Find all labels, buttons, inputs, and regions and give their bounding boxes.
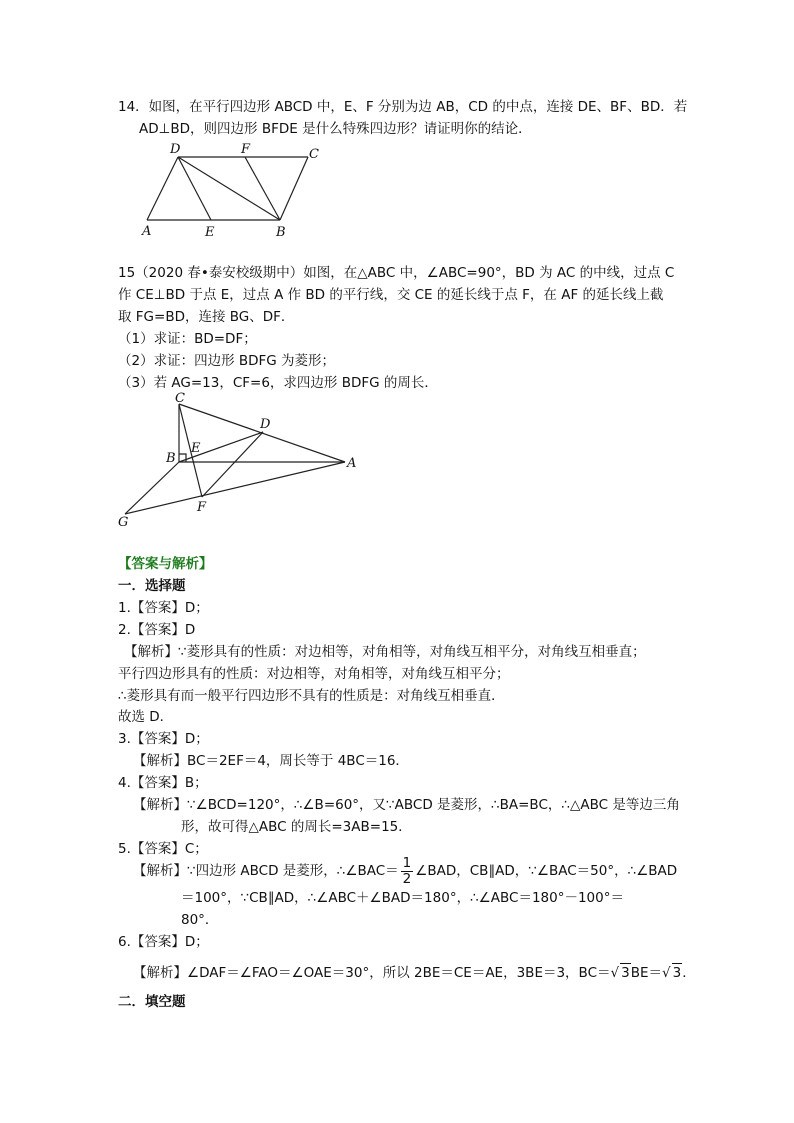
q15-line3: 取 FG=BD，连接 BG、DF． bbox=[118, 309, 295, 325]
answer-2-exp3: ∴菱形具有而一般平行四边形不具有的性质是：对角线互相垂直． bbox=[118, 688, 505, 704]
label-d: D bbox=[170, 142, 181, 157]
edge-ad bbox=[147, 157, 178, 220]
q14-line2: AD⊥BD，则四边形 BFDE 是什么特殊四边形？请证明你的结论． bbox=[139, 121, 532, 137]
label-e: E bbox=[205, 225, 215, 240]
answers-heading: 【答案与解析】 bbox=[118, 556, 213, 572]
q15-sub3: （3）若 AG=13，CF=6，求四边形 BDFG 的周长． bbox=[118, 375, 438, 391]
q15-line2: 作 CE⊥BD 于点 E，过点 A 作 BD 的平行线，交 CE 的延长线于点 F，在 AF 的延长线上截 bbox=[118, 287, 664, 303]
answer-2-exp4: 故选 D． bbox=[118, 709, 174, 725]
label-b: B bbox=[166, 451, 176, 466]
segment-bg bbox=[125, 462, 179, 514]
section2-heading: 二．填空题 bbox=[118, 994, 186, 1010]
fraction-one-half bbox=[401, 856, 414, 887]
answer-2-exp1: 【解析】∵菱形具有的性质：对边相等，对角相等，对角线互相平分，对角线互相垂直； bbox=[124, 644, 646, 660]
sqrt-radicand-1: 3 bbox=[621, 965, 630, 981]
fraction-numerator: 1 bbox=[402, 854, 412, 871]
sqrt-sign-2: √ bbox=[662, 965, 671, 981]
q14-line1: 14．如图，在平行四边形 ABCD 中，E、F 分别为边 AB，CD 的中点，连接 DE、BF、BD．若 bbox=[118, 99, 688, 115]
answer-5-exp1-b: ∠BAD，CB∥AD，∵∠BAC＝50°，∴∠BAD bbox=[415, 863, 678, 879]
label-d: D bbox=[260, 417, 271, 432]
answer-5-exp1-a: 【解析】∵四边形 ABCD 是菱形，∴∠BAC＝ bbox=[133, 863, 399, 879]
q14-parallelogram-figure bbox=[135, 140, 335, 240]
answer-4: 4.【答案】B； bbox=[118, 775, 208, 791]
label-c: C bbox=[309, 147, 319, 162]
sqrt-radicand-2: 3 bbox=[672, 965, 682, 981]
segment-bd bbox=[178, 157, 280, 220]
q15-sub1: （1）求证：BD=DF； bbox=[118, 331, 257, 347]
label-a: A bbox=[142, 224, 152, 239]
segment-df bbox=[202, 432, 263, 497]
answer-5-exp3: 80°． bbox=[181, 912, 219, 928]
edge-bc bbox=[280, 157, 308, 220]
q15-line1: 15（2020 春•泰安校级期中）如图，在△ABC 中，∠ABC=90°，BD 为 AC 的中线，过点 C bbox=[118, 265, 675, 281]
label-g: G bbox=[118, 515, 129, 530]
answer-5-exp2: ＝100°，∵CB∥AD，∴∠ABC＋∠BAD＝180°，∴∠ABC＝180°－100°＝ bbox=[181, 890, 624, 906]
label-c: C bbox=[175, 392, 185, 406]
label-b: B bbox=[276, 225, 286, 240]
sqrt-sign-1: √ bbox=[610, 965, 620, 981]
segment-bf bbox=[245, 157, 280, 220]
label-a: A bbox=[347, 456, 357, 471]
answer-6: 6.【答案】D； bbox=[118, 934, 209, 950]
answer-2: 2.【答案】D bbox=[118, 622, 196, 638]
answer-6-exp-a: 【解析】∠DAF＝∠FAO＝∠OAE＝30°，所以 2BE＝CE＝AE，3BE＝3，BC＝ bbox=[133, 965, 611, 981]
answer-3-exp: 【解析】BC＝2EF＝4，周长等于 4BC＝16． bbox=[133, 753, 409, 769]
q15-triangle-figure bbox=[113, 392, 373, 532]
answer-3: 3.【答案】D； bbox=[118, 731, 209, 747]
segment-de bbox=[178, 157, 211, 220]
label-f: F bbox=[197, 500, 207, 515]
answer-2-exp2: 平行四边形具有的性质：对边相等，对角相等，对角线互相平分； bbox=[118, 666, 510, 682]
answer-4-exp2: 形，故可得△ABC 的周长=3AB=15． bbox=[181, 819, 412, 835]
segment-ag bbox=[125, 462, 345, 514]
answer-5-exp1 bbox=[133, 854, 677, 888]
q15-sub2: （2）求证：四边形 BDFG 为菱形； bbox=[118, 353, 336, 369]
section1-heading: 一．选择题 bbox=[118, 578, 186, 594]
answer-4-exp1: 【解析】∵∠BCD=120°，∴∠B=60°，又∵ABCD 是菱形，∴BA=BC，∴△ABC 是等边三角 bbox=[133, 797, 680, 813]
answer-6-exp-c: ． bbox=[682, 965, 696, 981]
label-e: E bbox=[191, 441, 201, 456]
answer-6-exp-b: BE＝ bbox=[630, 965, 663, 981]
answer-6-exp bbox=[133, 963, 696, 982]
answer-1: 1.【答案】D； bbox=[118, 600, 209, 616]
label-f: F bbox=[241, 142, 251, 157]
fraction-denominator: 2 bbox=[402, 870, 412, 887]
answer-5: 5.【答案】C； bbox=[118, 841, 208, 857]
